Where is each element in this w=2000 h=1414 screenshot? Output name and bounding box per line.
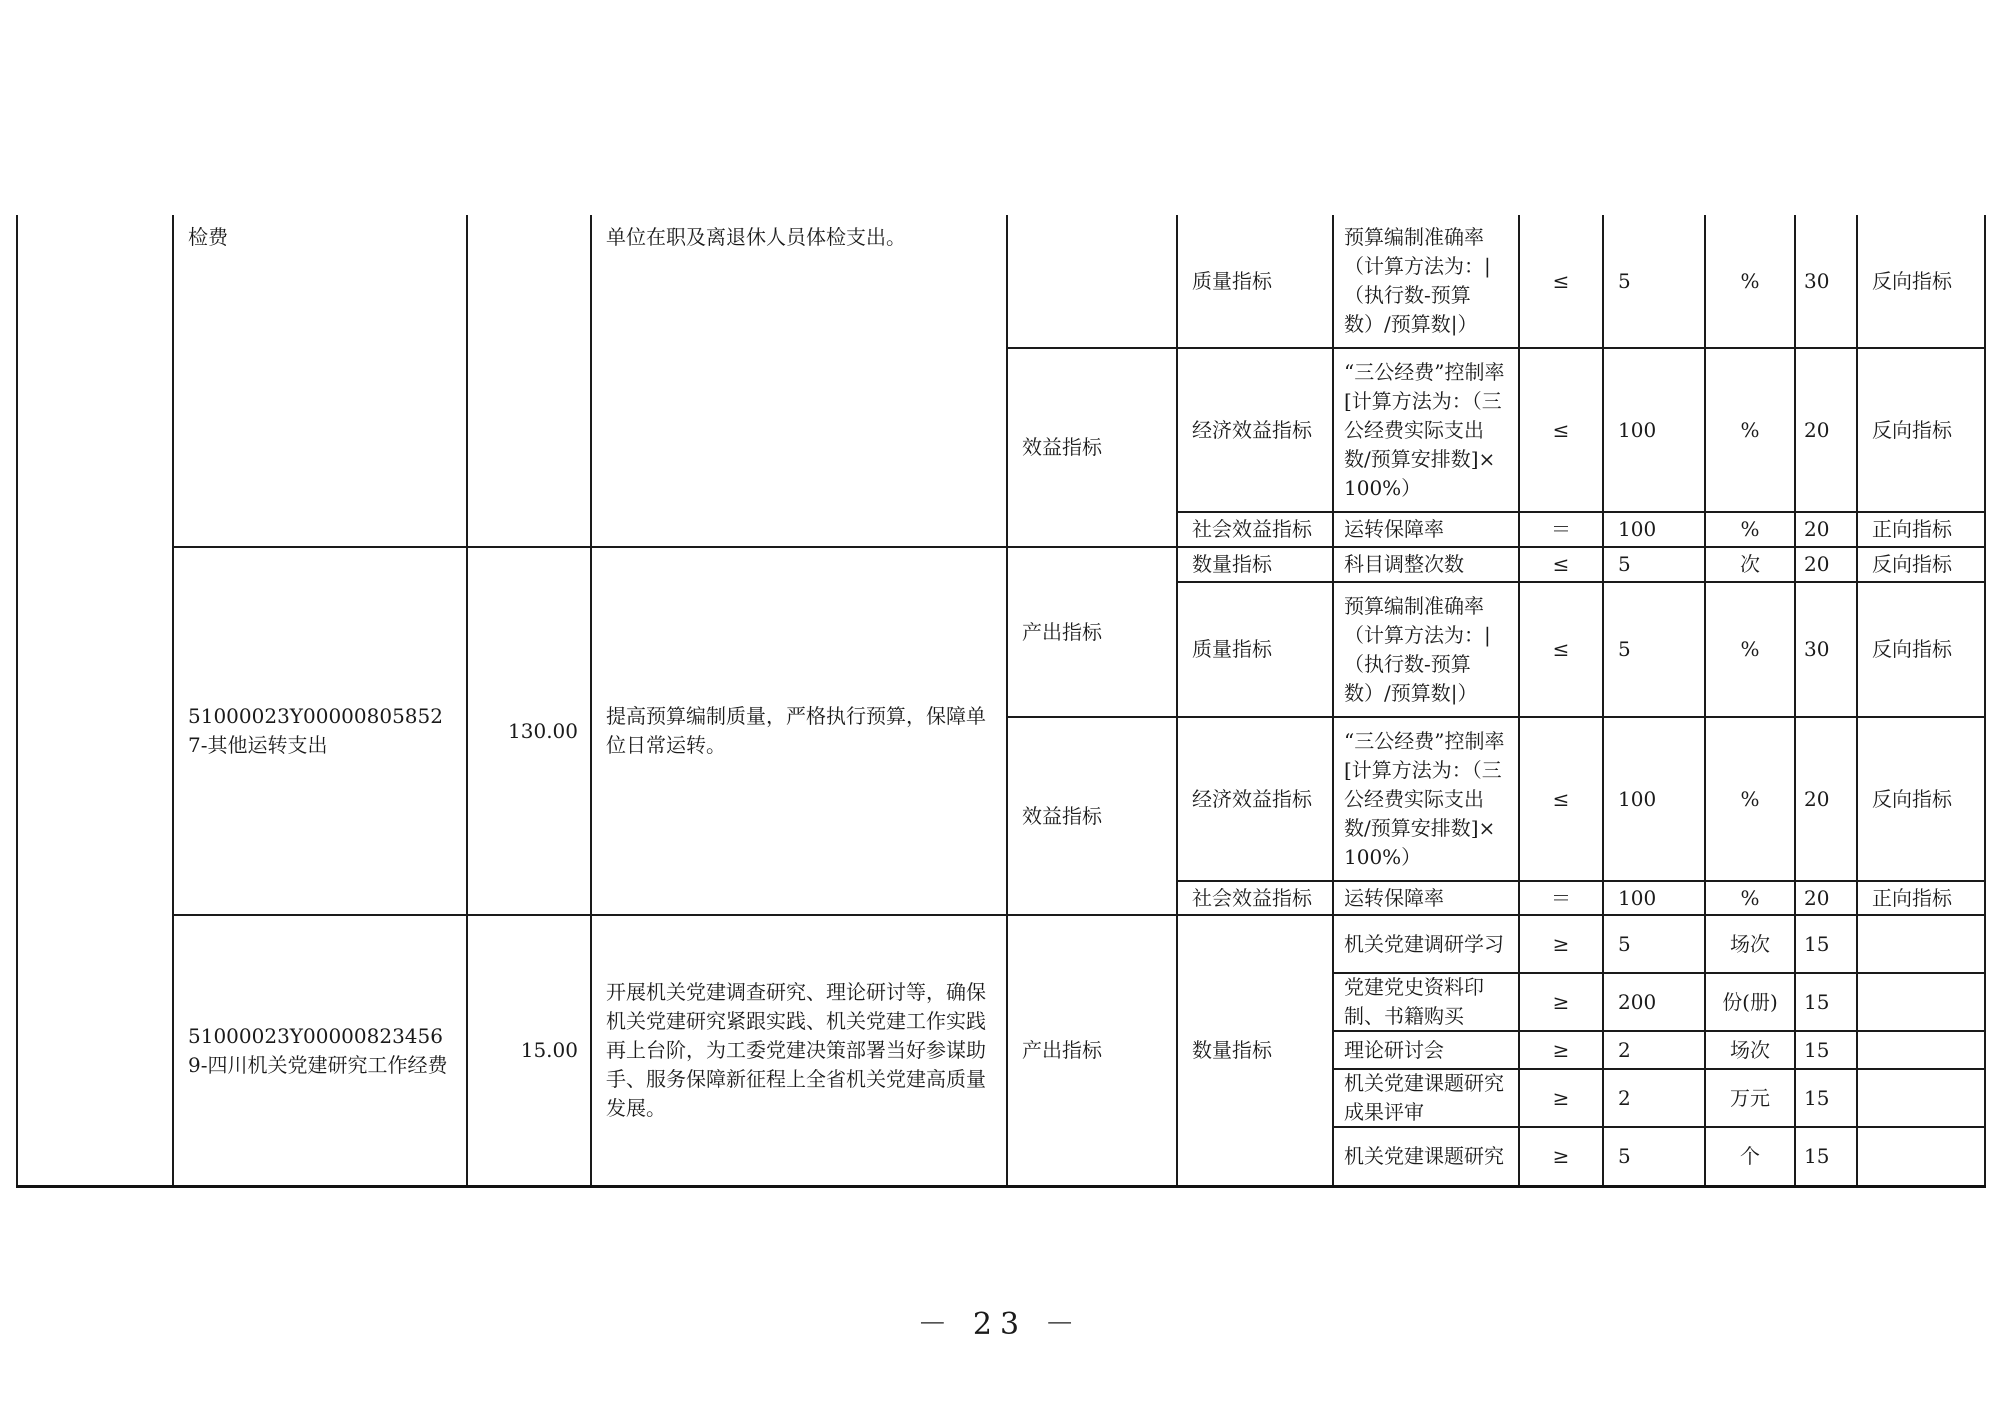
metric-direction: 正向指标 — [1872, 885, 1952, 910]
metric-name: “三公经费”控制率[计算方法为：（三公经费实际支出数/预算安排数]×100%） — [1344, 728, 1505, 869]
level2-quality: 质量指标 — [1192, 637, 1272, 661]
metric-weight: 20 — [1804, 552, 1830, 576]
project-goal: 提高预算编制质量，严格执行预算，保障单位日常运转。 — [606, 704, 986, 757]
level2-quality: 质量指标 — [1192, 268, 1272, 293]
metric-direction: 反向指标 — [1872, 268, 1952, 293]
metric-operator: ≥ — [1552, 931, 1570, 956]
metric-name: 预算编制准确率（计算方法为：|（执行数-预算数）/预算数|） — [1344, 593, 1491, 705]
metric-weight: 20 — [1804, 417, 1830, 442]
metric-operator: ≤ — [1552, 268, 1570, 293]
metric-name: 预算编制准确率（计算方法为：|（执行数-预算数）/预算数|） — [1344, 225, 1491, 336]
metric-value: 5 — [1618, 1144, 1631, 1168]
metric-weight: 30 — [1804, 268, 1830, 293]
metric-value: 100 — [1618, 786, 1657, 811]
project-goal: 开展机关党建调查研究、理论研讨等，确保机关党建研究紧跟实践、机关党建工作实践再上台阶，为工委党建决策部署当好参谋助手、服务保障新征程上全省机关党建高质量发展。 — [606, 980, 986, 1120]
metric-weight: 15 — [1804, 1085, 1830, 1110]
metric-value: 5 — [1618, 268, 1631, 293]
metric-value: 100 — [1618, 517, 1657, 541]
metric-operator: ≤ — [1552, 637, 1570, 661]
metric-direction — [1858, 916, 1984, 972]
metric-name: 党建党史资料印制、书籍购买 — [1344, 975, 1484, 1028]
metric-weight: 15 — [1804, 1037, 1830, 1062]
metric-direction: 反向指标 — [1872, 637, 1952, 661]
metric-value: 200 — [1618, 989, 1657, 1014]
metric-operator: ≥ — [1552, 989, 1570, 1014]
metric-direction: 反向指标 — [1872, 552, 1952, 576]
project-name: 51000023Y000008058527-其他运转支出 — [188, 704, 443, 757]
metric-operator: ＝ — [1551, 885, 1571, 910]
metric-name: 机关党建课题研究 — [1344, 1144, 1504, 1168]
level1-output: 产出指标 — [1022, 619, 1102, 644]
project-amount: 130.00 — [508, 718, 578, 743]
metric-operator: ≤ — [1552, 552, 1570, 576]
metric-value: 2 — [1618, 1037, 1631, 1062]
metric-unit: % — [1740, 517, 1760, 541]
metric-name: 科目调整次数 — [1344, 552, 1464, 576]
metric-direction — [1858, 974, 1984, 1030]
level2-economic: 经济效益指标 — [1192, 786, 1312, 811]
level2-quantity: 数量指标 — [1192, 552, 1272, 576]
metric-unit: 场次 — [1730, 931, 1770, 956]
metric-unit: 万元 — [1730, 1085, 1770, 1110]
metric-name: 理论研讨会 — [1344, 1037, 1444, 1062]
level2-social: 社会效益指标 — [1192, 517, 1312, 541]
metric-operator: ≥ — [1552, 1144, 1570, 1168]
metric-unit: % — [1740, 268, 1760, 293]
metric-name: 运转保障率 — [1344, 885, 1444, 910]
metric-name: “三公经费”控制率[计算方法为：（三公经费实际支出数/预算安排数]×100%） — [1344, 359, 1505, 500]
project-amount: 15.00 — [520, 1038, 578, 1062]
level1-benefit: 效益指标 — [1022, 803, 1102, 828]
project-goal-continued: 单位在职及离退休人员体检支出。 — [606, 225, 906, 249]
project-name-continued: 检费 — [188, 225, 228, 249]
metric-name: 运转保障率 — [1344, 517, 1444, 541]
metric-unit: % — [1740, 417, 1760, 442]
metric-weight: 15 — [1804, 931, 1830, 956]
metric-unit: 份(册) — [1722, 989, 1778, 1014]
level1-benefit: 效益指标 — [1022, 435, 1102, 459]
level1-output: 产出指标 — [1022, 1038, 1102, 1062]
level2-social: 社会效益指标 — [1192, 885, 1312, 910]
metric-operator: ≥ — [1552, 1085, 1570, 1110]
metric-name: 机关党建课题研究成果评审 — [1344, 1071, 1504, 1124]
metric-direction — [1858, 1032, 1984, 1068]
metric-value: 5 — [1618, 931, 1631, 956]
metric-value: 2 — [1618, 1085, 1631, 1110]
page-number: － 23 － — [917, 1307, 1083, 1342]
metric-name: 机关党建调研学习 — [1344, 931, 1504, 956]
metric-unit: % — [1740, 637, 1760, 661]
metric-weight: 30 — [1804, 637, 1830, 661]
metric-weight: 15 — [1804, 989, 1830, 1014]
metric-weight: 15 — [1804, 1144, 1830, 1168]
metric-unit: 场次 — [1730, 1037, 1770, 1062]
metric-operator: ≤ — [1552, 786, 1570, 811]
metric-unit: 个 — [1740, 1144, 1760, 1168]
level2-economic: 经济效益指标 — [1192, 417, 1312, 442]
metric-direction — [1858, 1070, 1984, 1126]
metric-weight: 20 — [1804, 517, 1830, 541]
metric-value: 5 — [1618, 552, 1631, 576]
metric-unit: 次 — [1740, 552, 1760, 576]
project-name: 51000023Y000008234569-四川机关党建研究工作经费 — [188, 1023, 448, 1077]
metric-unit: % — [1740, 885, 1760, 910]
metric-operator: ＝ — [1551, 517, 1571, 541]
metric-value: 100 — [1618, 417, 1657, 442]
metric-direction: 反向指标 — [1872, 417, 1952, 442]
metric-operator: ≥ — [1552, 1037, 1570, 1062]
metric-value: 100 — [1618, 885, 1657, 910]
metric-weight: 20 — [1804, 885, 1830, 910]
metric-direction: 反向指标 — [1872, 786, 1952, 811]
metric-direction: 正向指标 — [1872, 517, 1952, 541]
metric-direction — [1858, 1128, 1984, 1185]
metric-value: 5 — [1618, 637, 1631, 661]
metric-weight: 20 — [1804, 786, 1830, 811]
metric-operator: ≤ — [1552, 417, 1570, 442]
metric-unit: % — [1740, 786, 1760, 811]
level2-quantity: 数量指标 — [1192, 1038, 1272, 1062]
